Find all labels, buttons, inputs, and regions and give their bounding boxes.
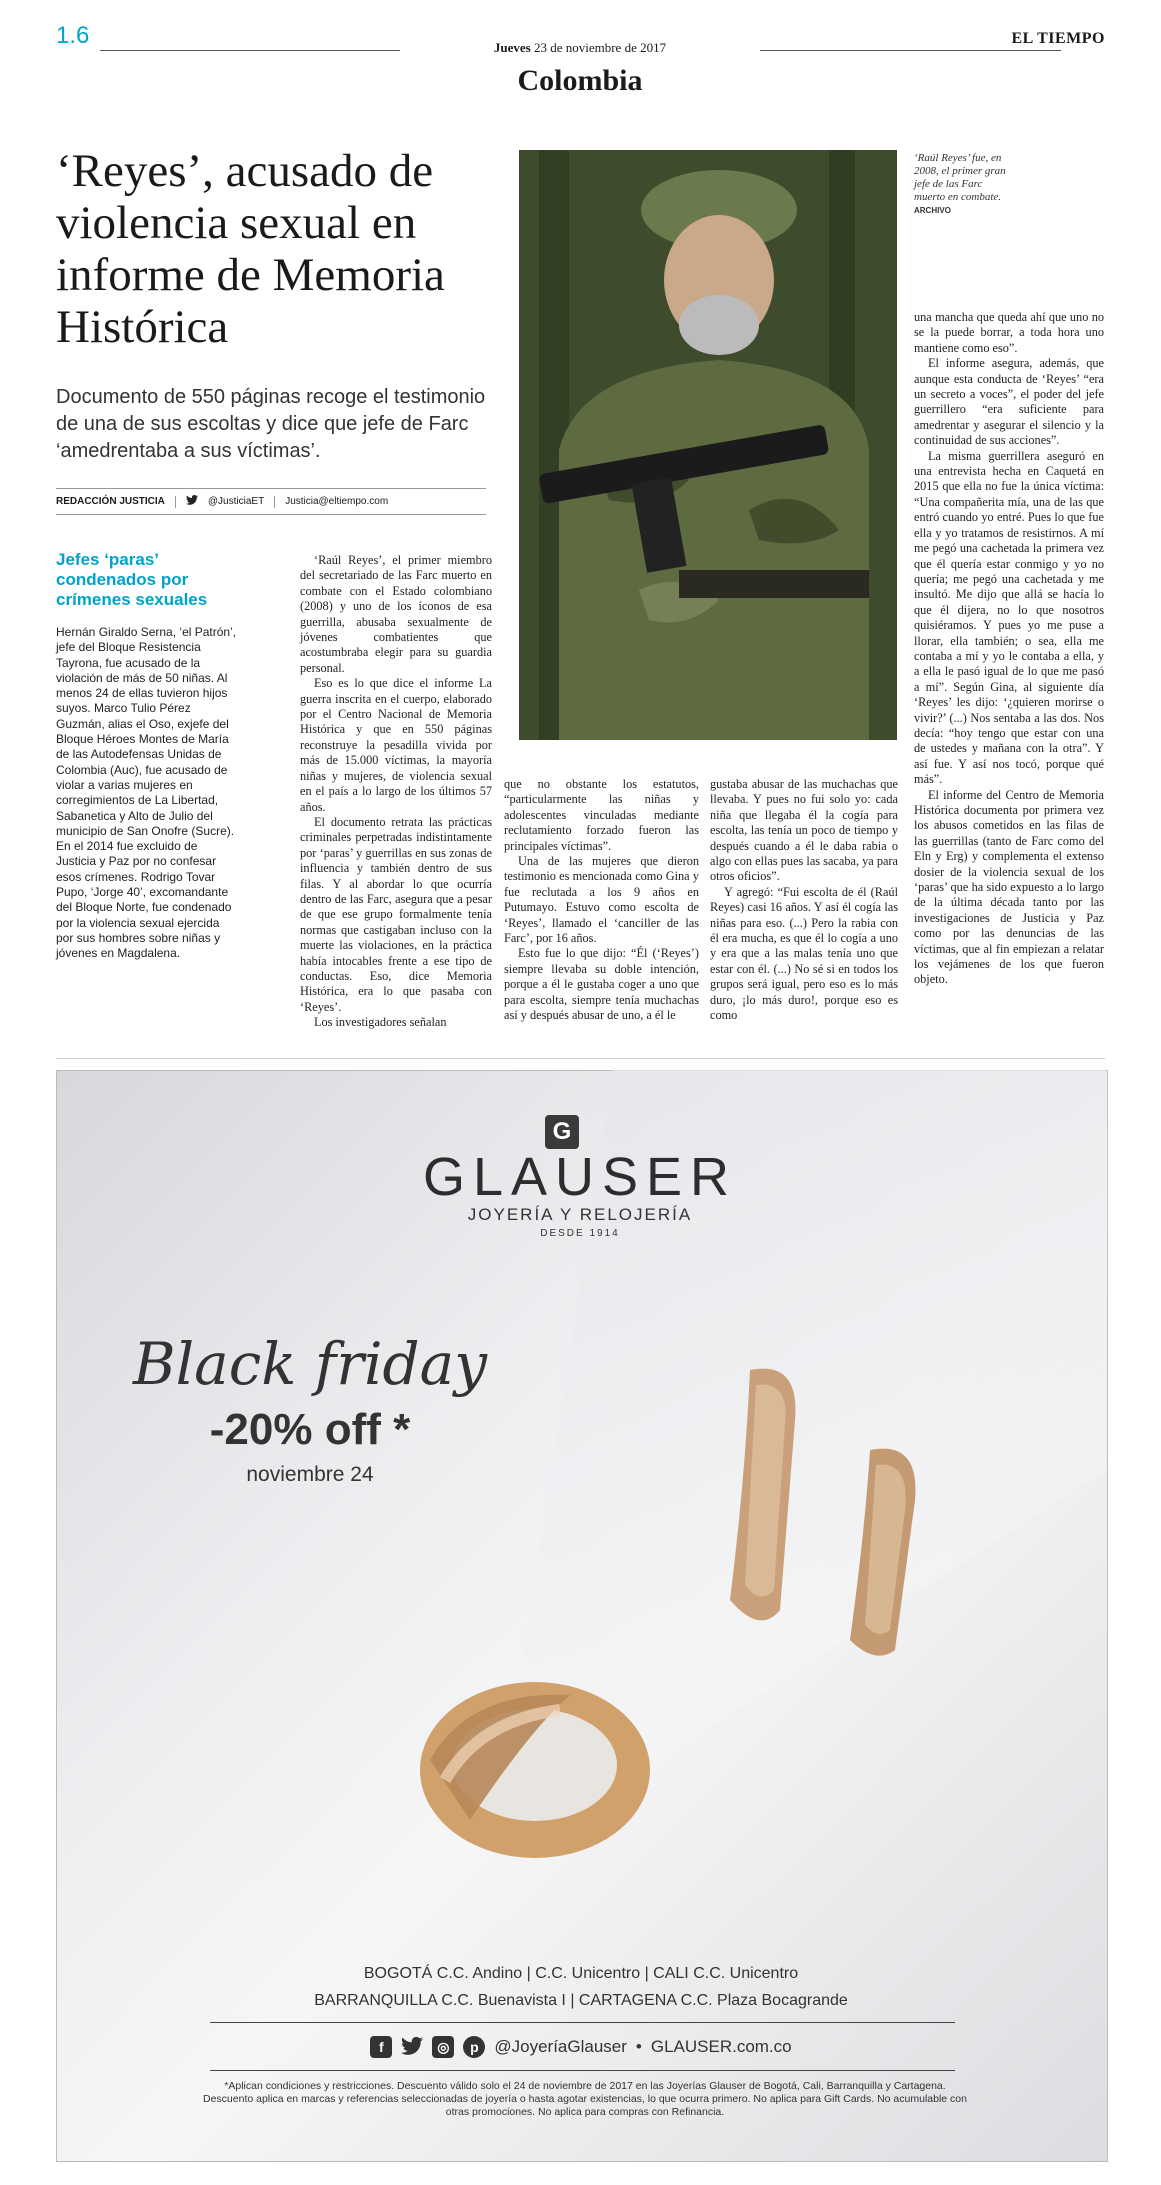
date-day: Jueves (493, 40, 531, 55)
paragraph: Eso es lo que dice el informe La guerra inscrita en el cuerpo, elaborado por el Centro Nacional de Memoria Histórica y que en 550 páginas reconstruye la pesadilla vivida por más de 15.000 víctimas, la mayoría niñas y mujeres, de violencia sexual en el país a lo largo de los últimos 57 años. (300, 676, 492, 814)
ad-promo-discount: -20% off * (209, 1405, 411, 1454)
article-photo (519, 150, 897, 740)
section-title: Colombia (517, 64, 643, 97)
article-column-2 (504, 777, 699, 1024)
byline-twitter[interactable]: @JusticiaET (207, 496, 265, 507)
ad-legal-text: *Aplican condiciones y restricciones. Descuento válido solo el 24 de noviembre de 2017 en las Joyerías Glauser de Bogotá, Cali, Barranquilla y Cartagena. Descuento aplica en marcas y referencias seleccionadas de joyería o hasta agotar existencias, lo que ocurra primero. No aplica para Gift Cards. No acumulable con otras promociones. No aplica para compras con Refinancia. (203, 2080, 967, 2118)
paragraph: El documento retrata las prácticas criminales perpetradas indistintamente por ‘paras’ y guerrillas en sus zonas de influencia y también dentro de sus filas. Y al abordar lo que ocurría dentro de las Farc, asegura que a pesar de que ese grupo formalmente tenía normas que castigaban incluso con la muerte las violaciones, en la práctica había intocables frente a ese tipo de conductas. Eso, dice Memoria Histórica, era lo que pasaba con ‘Reyes’. (300, 814, 492, 1014)
paragraph: El informe asegura, además, que aunque esta conducta de ‘Reyes’ “era un secreto a voces”, el poder del jefe guerrillero “era suficiente para amedrentar y asegurar el silencio y la continuidad de sus acciones”. (914, 356, 1104, 448)
paragraph: Esto fue lo que dijo: “Él (‘Reyes’) siempre llevaba su doble intención, porque a él le gustaba coger a uno que para escolta, siempre tenía muchachas así y después abusar de uno, a él le (504, 946, 699, 1023)
paragraph: gustaba abusar de las muchachas que llevaba. Y pues no fui solo yo: cada niña que llegaba él la cogía para escolta, las tenía un poco de tiempo y después cuando a él le daba rabia o algo con ellas pues las sacaba, ya para otros oficios”. (710, 777, 898, 884)
sidebar-body: Hernán Giraldo Serna, ‘el Patrón’, jefe del Bloque Resistencia Tayrona, fue acusado de la violación de más de 50 niñas. Al menos 24 de ellas tuvieron hijos suyos. Marco Tulio Pérez Guzmán, alias el Oso, exjefe del Bloque Héroes Montes de María de las Autodefensas Unidas de Colombia (Auc), fue acusado de violar a varias mujeres en corregimientos de La Libertad, Sabanetica y Alto de Julio del municipio de San Onofre (Sucre). En el 2014 fue excluido de Justicia y Paz por no confesar esos crímenes. Rodrigo Tovar Pupo, ‘Jorge 40’, excomandante del Bloque Norte, fue condenado por la violencia sexual ejercida por sus hombres sobre niñas y jóvenes en Magdalena. (56, 625, 237, 961)
photo-caption (914, 152, 1014, 217)
byline-separator (175, 496, 176, 508)
byline-rule-top (56, 488, 486, 489)
glauser-logo-icon: G (545, 1115, 579, 1149)
page-number: 1.6 (56, 22, 90, 49)
paragraph: Y agregó: “Fui escolta de él (Raúl Reyes) casi 16 años. Y así él cogía las niñas para eso. (...) Pero la rabia con él era mucha, es que él lo cogía a uno y era que a las malas tenía uno que estar con él. (...) No sé si en todos los grupos será igual, pero eso es lo más duro, ¡lo más duro!, porque eso es como (710, 884, 898, 1023)
article-column-3 (710, 777, 898, 1024)
ad-since: DESDE 1914 (540, 1228, 620, 1239)
photo-credit: ARCHIVO (914, 206, 951, 215)
dek: Documento de 550 páginas recoge el testimonio de una de sus escoltas y dice que jefe de Farc ‘amedrentaba a sus víctimas’. (56, 386, 486, 462)
bullet-separator: • (635, 2037, 642, 2056)
paragraph: La misma guerrillera aseguró en una entrevista hecha en Caquetá en 2015 que ella no fue la única víctima: “Una compañerita mía, una de las que entró cuando yo entré. Pues lo que fue ella y yo tratamos de resistirnos. A mí me pegó una cachetada la primera vez que él quería estar conmigo y yo no quería; me pegó una cachetada y me insultó. Me dijo que allá se hacía lo que él dijera, no lo que nosotros quisiéramos. Y pues yo me puse a llorar, ella también; o sea, ella me contaba a mí y yo le contaba a ella, y a ella le pasó igual de lo que me pasó a mí”. Según Gina, al siguiente día ‘Reyes’ les dijo: ‘¿quieren morirse o vivir?’ (...) Nos sentaba a las dos. Nos decía: “hoy tengo que estar con una de ustedes y mañana con la otra”. Y así fue. Y así nos tocó, porque qué más”. (914, 448, 1104, 787)
instagram-icon[interactable]: ◎ (432, 2036, 454, 2058)
byline (56, 495, 496, 508)
sidebar-title: Jefes ‘paras’ condenados por crímenes sexuales (56, 550, 208, 609)
headline: ‘Reyes’, acusado de violencia sexual en informe de Memoria Histórica (56, 145, 445, 353)
twitter-icon (186, 495, 198, 508)
date-rest: 23 de noviembre de 2017 (533, 40, 667, 55)
ad-rule (210, 2022, 955, 2023)
pinterest-icon[interactable]: p (463, 2036, 485, 2058)
caption-text: ‘Raúl Reyes’ fue, en 2008, el primer gran jefe de las Farc muerto en combate. (914, 152, 1006, 203)
paragraph: Una de las mujeres que dieron testimonio es mencionada como Gina y fue reclutada a los 9 años en Putumayo. Estuvo como escolta de ‘Reyes’, llamado el ‘canciller de las Farc’, por 16 años. (504, 854, 699, 946)
facebook-icon[interactable]: f (370, 2036, 392, 2058)
ad-social-handle[interactable]: @JoyeríaGlauser (494, 2037, 627, 2056)
ad-promo-date: noviembre 24 (246, 1463, 374, 1486)
ring-illustration (410, 1670, 660, 1870)
paragraph: que no obstante los estatutos, “particularmente las niñas y adolescentes vinculadas mediante reclutamiento forzado fueron las principales víctimas”. (504, 777, 699, 853)
ad-rule (210, 2070, 955, 2071)
ad-website[interactable]: GLAUSER.com.co (650, 2037, 792, 2056)
ad-stores-line-2: BARRANQUILLA C.C. Buenavista I | CARTAGENA C.C. Plaza Bocagrande (314, 1992, 848, 2009)
ad-subtitle: JOYERÍA Y RELOJERÍA (467, 1205, 693, 1224)
photo-illustration (519, 150, 897, 740)
byline-separator (274, 496, 275, 508)
ad-brand-name: GLAUSER (422, 1147, 738, 1207)
article-column-1 (300, 553, 492, 1031)
article-column-4 (914, 310, 1104, 988)
issue-date (400, 40, 760, 56)
byline-email[interactable]: Justicia@eltiempo.com (285, 496, 389, 507)
byline-author: REDACCIÓN JUSTICIA (56, 496, 165, 507)
paragraph: una mancha que queda ahí que uno no se la puede borrar, a toda hora uno mantiene como eso”. (914, 310, 1104, 355)
page-divider (56, 1058, 1105, 1059)
paragraph: ‘Raúl Reyes’, el primer miembro del secretariado de las Farc muerto en combate con el Estado colombiano (2008) y uno de los íconos de esa guerrilla, abusaba sexualmente de jóvenes combatientes que acostumbraba elegir para su guardia personal. (300, 553, 492, 675)
twitter-icon[interactable] (401, 2036, 423, 2058)
earrings-illustration (690, 1360, 950, 1660)
ad-promo-title: Black friday (132, 1330, 488, 1398)
paragraph: Los investigadores señalan (314, 1015, 447, 1030)
byline-rule-bottom (56, 514, 486, 515)
paragraph: El informe del Centro de Memoria Histórica documenta por primera vez los abusos cometidos en las filas de las guerrillas (tanto de Farc como del Eln y Erg) y complementa el extenso dosier de la violencia sexual de los ‘paras’ que ha sido expuesto a lo largo de la última década tanto por las investigaciones de Justicia y Paz como por las denuncias de las víctimas, que al fin empiezan a relatar los vejámenes de los que fueron objeto. (914, 787, 1104, 987)
newspaper-name: EL TIEMPO (1011, 30, 1105, 47)
ad-stores-line-1: BOGOTÁ C.C. Andino | C.C. Unicentro | CALI C.C. Unicentro (363, 1965, 799, 1982)
ad-social-bar (56, 2036, 1106, 2058)
